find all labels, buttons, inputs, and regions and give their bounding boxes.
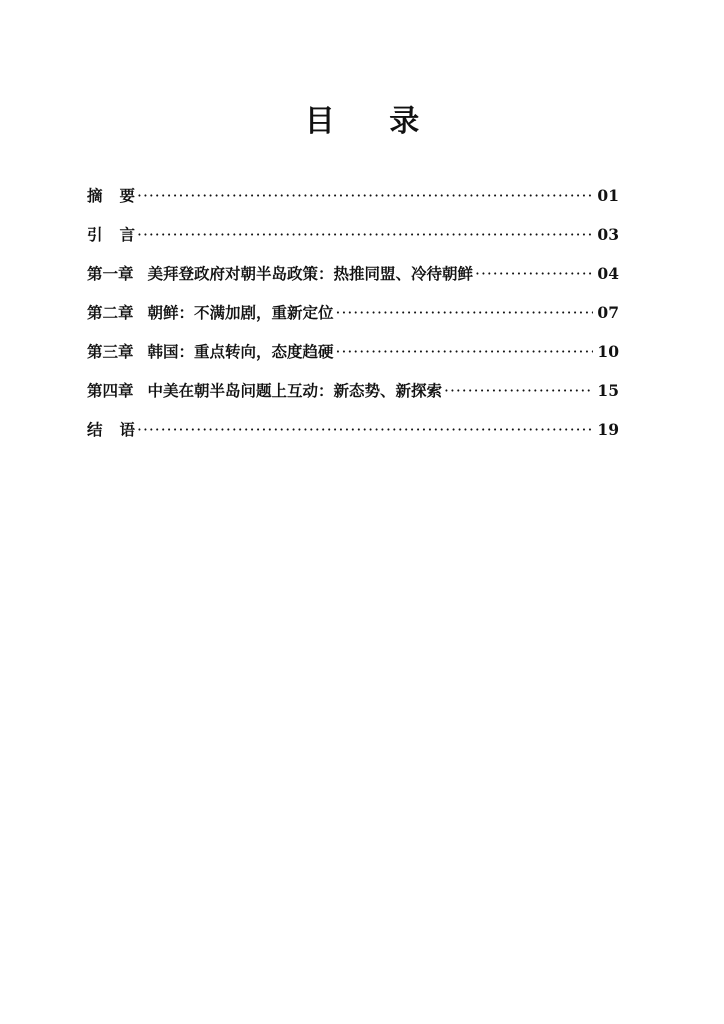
- page-number: 19: [597, 420, 619, 439]
- toc-entry-conclusion[interactable]: [87, 418, 619, 457]
- toc-entry-label: [87, 223, 135, 245]
- chapter-title: 美拜登政府对朝半岛政策：热推同盟、冷待朝鲜: [147, 264, 474, 283]
- label-char: 要: [119, 186, 136, 205]
- label-char: 摘: [87, 186, 120, 205]
- toc-entry-label: [87, 418, 135, 440]
- chapter-number: 第二章: [87, 303, 134, 322]
- toc-entry-chapter-3[interactable]: [87, 340, 619, 379]
- chapter-title: 朝鲜：不满加剧，重新定位: [147, 303, 334, 322]
- page-number: 15: [597, 381, 619, 400]
- chapter-number: 第三章: [87, 342, 134, 361]
- chapter-number: 第一章: [87, 264, 134, 283]
- toc-list: [87, 184, 619, 457]
- page-number: 10: [597, 342, 619, 361]
- toc-entry-label: [87, 301, 334, 323]
- toc-title: 目 录: [304, 104, 442, 139]
- toc-entry-chapter-1[interactable]: [87, 262, 619, 301]
- toc-entry-label: [87, 262, 473, 284]
- chapter-title: 韩国：重点转向，态度趋硬: [147, 342, 334, 361]
- toc-entry-label: [87, 379, 442, 401]
- chapter-number: 第四章: [87, 381, 134, 400]
- page-number: 04: [597, 264, 619, 283]
- page-number: 03: [597, 225, 619, 244]
- dot-leader: [444, 382, 593, 400]
- page-number: 01: [597, 186, 619, 205]
- dot-leader: [137, 187, 593, 205]
- dot-leader: [137, 226, 593, 244]
- toc-entry-introduction[interactable]: [87, 223, 619, 262]
- toc-entry-label: [87, 184, 135, 206]
- toc-entry-abstract[interactable]: [87, 184, 619, 223]
- toc-entry-label: [87, 340, 334, 362]
- label-char: 语: [119, 420, 136, 439]
- page-number: 07: [597, 303, 619, 322]
- toc-entry-chapter-2[interactable]: [87, 301, 619, 340]
- label-char: 结: [87, 420, 120, 439]
- label-char: 言: [119, 225, 136, 244]
- dot-leader: [137, 421, 593, 439]
- dot-leader: [336, 304, 594, 322]
- dot-leader: [475, 265, 593, 283]
- chapter-title: 中美在朝半岛问题上互动：新态势、新探索: [147, 381, 443, 400]
- label-char: 引: [87, 225, 120, 244]
- toc-entry-chapter-4[interactable]: [87, 379, 619, 418]
- dot-leader: [336, 343, 594, 361]
